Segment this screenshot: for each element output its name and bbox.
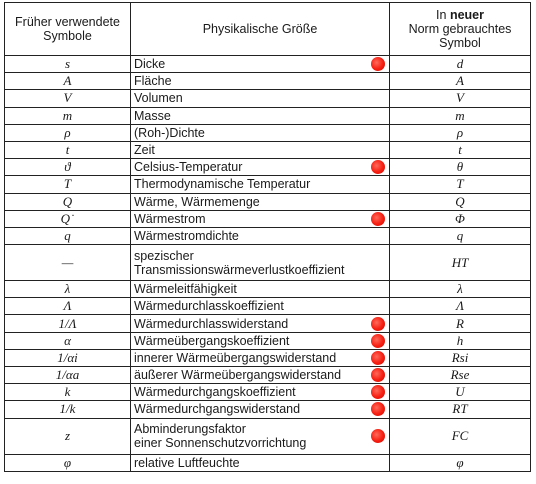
quantity-name-label: innerer Wärmeübergangswiderstand (134, 350, 337, 365)
old-symbol: Λ (5, 298, 131, 315)
quantity-name (131, 281, 390, 298)
table-row (5, 176, 531, 193)
old-symbol: q (5, 227, 131, 244)
new-symbol: Φ (390, 210, 531, 227)
quantity-name-label: Fläche (134, 74, 172, 89)
new-symbol: V (390, 90, 531, 107)
quantity-name-label: Wärmedurchgangskoeffizient (134, 385, 296, 400)
red-dot-marker-icon (371, 212, 385, 226)
header-new-line3: Symbol (439, 36, 481, 50)
quantity-name (131, 56, 390, 73)
table-row (5, 349, 531, 366)
quantity-name (131, 141, 390, 158)
old-symbol: T (5, 176, 131, 193)
red-dot-marker-icon (371, 334, 385, 348)
quantity-name (131, 454, 390, 471)
table-row (5, 159, 531, 176)
table-row (5, 315, 531, 332)
quantity-name (131, 227, 390, 244)
header-new-word: neuer (449, 8, 484, 22)
old-symbol: — (5, 245, 131, 281)
old-symbol: 1/αi (5, 349, 131, 366)
old-symbol: V (5, 90, 131, 107)
quantity-name (131, 210, 390, 227)
new-symbol: HT (390, 245, 531, 281)
table-row (5, 367, 531, 384)
quantity-name (131, 384, 390, 401)
old-symbol: s (5, 56, 131, 73)
red-dot-marker-icon (371, 57, 385, 71)
old-symbol: α (5, 332, 131, 349)
quantity-name-label: Wärmestrom (134, 211, 206, 226)
old-symbol: A (5, 73, 131, 90)
new-symbol: m (390, 107, 531, 124)
quantity-name-label: Wärmedurchgangswiderstand (134, 402, 301, 417)
table-row (5, 401, 531, 418)
quantity-name (131, 193, 390, 210)
old-symbol: z (5, 418, 131, 454)
old-symbol: Q˙ (5, 210, 131, 227)
new-symbol: d (390, 56, 531, 73)
table-row (5, 298, 531, 315)
new-symbol: A (390, 73, 531, 90)
red-dot-marker-icon (371, 368, 385, 382)
quantity-name-label: Zeit (134, 143, 155, 158)
old-symbol: ρ (5, 124, 131, 141)
quantity-name-label: Volumen (134, 91, 183, 106)
new-symbol: φ (390, 454, 531, 471)
new-symbol: t (390, 141, 531, 158)
quantity-name (131, 90, 390, 107)
table-row (5, 418, 531, 454)
quantity-name (131, 315, 390, 332)
quantity-name-label: Wärmestromdichte (134, 228, 239, 243)
quantity-name (131, 298, 390, 315)
table-row (5, 384, 531, 401)
quantity-name-label: Thermodynamische Temperatur (134, 177, 311, 192)
table-row (5, 73, 531, 90)
old-symbol: 1/k (5, 401, 131, 418)
quantity-name-label: (Roh-)Dichte (134, 125, 205, 140)
red-dot-marker-icon (371, 351, 385, 365)
quantity-name-label: Wärmeleitfähigkeit (134, 282, 237, 297)
new-symbol: Rse (390, 367, 531, 384)
table-row (5, 107, 531, 124)
old-symbol: 1/αa (5, 367, 131, 384)
quantity-name-label: Wärmeübergangskoeffizient (134, 333, 290, 348)
new-symbol: U (390, 384, 531, 401)
old-symbol: m (5, 107, 131, 124)
table-row (5, 281, 531, 298)
old-symbol: λ (5, 281, 131, 298)
red-dot-marker-icon (371, 317, 385, 331)
header-old-line2: Symbole (43, 29, 92, 43)
new-symbol: FC (390, 418, 531, 454)
table-row (5, 90, 531, 107)
old-symbol: ϑ (5, 159, 131, 176)
old-symbol: φ (5, 454, 131, 471)
new-symbol: Q (390, 193, 531, 210)
new-symbol: ρ (390, 124, 531, 141)
quantity-name-line2: Transmissionswärmeverlustkoeffizient (134, 262, 345, 277)
old-symbol: Q (5, 193, 131, 210)
old-symbol: k (5, 384, 131, 401)
quantity-name (131, 107, 390, 124)
quantity-name (131, 401, 390, 418)
header-row (5, 3, 531, 56)
quantity-name-line1: Abminderungsfaktor (134, 422, 246, 437)
quantity-name (131, 159, 390, 176)
table-row (5, 141, 531, 158)
table-body (5, 56, 531, 472)
header-new-line2: Norm gebrauchtes (408, 22, 512, 36)
quantity-name-label: Wärmedurchlasskoeffizient (134, 299, 284, 314)
new-symbol: θ (390, 159, 531, 176)
new-symbol: Rsi (390, 349, 531, 366)
new-symbol: h (390, 332, 531, 349)
table-row (5, 332, 531, 349)
symbol-table (4, 2, 531, 472)
table-row (5, 454, 531, 471)
quantity-name (131, 176, 390, 193)
quantity-name-label: Masse (134, 108, 171, 123)
quantity-name (131, 367, 390, 384)
new-symbol: RT (390, 401, 531, 418)
quantity-name-label: Dicke (134, 57, 166, 72)
table-row (5, 245, 531, 281)
quantity-name (131, 332, 390, 349)
quantity-name (131, 349, 390, 366)
table-row (5, 227, 531, 244)
new-symbol: R (390, 315, 531, 332)
quantity-name-label: Wärmedurchlasswiderstand (134, 316, 289, 331)
red-dot-marker-icon (371, 429, 385, 443)
quantity-name-label: äußerer Wärmeübergangswiderstand (134, 368, 342, 383)
quantity-name-label: relative Luftfeuchte (134, 455, 240, 470)
header-old-symbols (5, 3, 131, 56)
header-new-symbols (390, 3, 531, 56)
quantity-name (131, 418, 390, 454)
quantity-name (131, 73, 390, 90)
table-row (5, 124, 531, 141)
quantity-name-label: Wärme, Wärmemenge (134, 194, 260, 209)
table-row (5, 56, 531, 73)
quantity-name-line2: einer Sonnenschutzvorrichtung (134, 436, 307, 451)
quantity-name (131, 124, 390, 141)
quantity-name (131, 245, 390, 281)
new-symbol: λ (390, 281, 531, 298)
new-symbol: Λ (390, 298, 531, 315)
quantity-name-label: Celsius-Temperatur (134, 160, 243, 175)
old-symbol: t (5, 141, 131, 158)
header-new-prefix: In (436, 8, 447, 22)
quantity-name-line1: spezischer (134, 248, 194, 263)
new-symbol: T (390, 176, 531, 193)
new-symbol: q (390, 227, 531, 244)
header-quantity: Physikalische Größe (131, 3, 390, 56)
table-row (5, 210, 531, 227)
table-row (5, 193, 531, 210)
old-symbol: 1/Λ (5, 315, 131, 332)
header-old-line1: Früher verwendete (15, 15, 120, 29)
